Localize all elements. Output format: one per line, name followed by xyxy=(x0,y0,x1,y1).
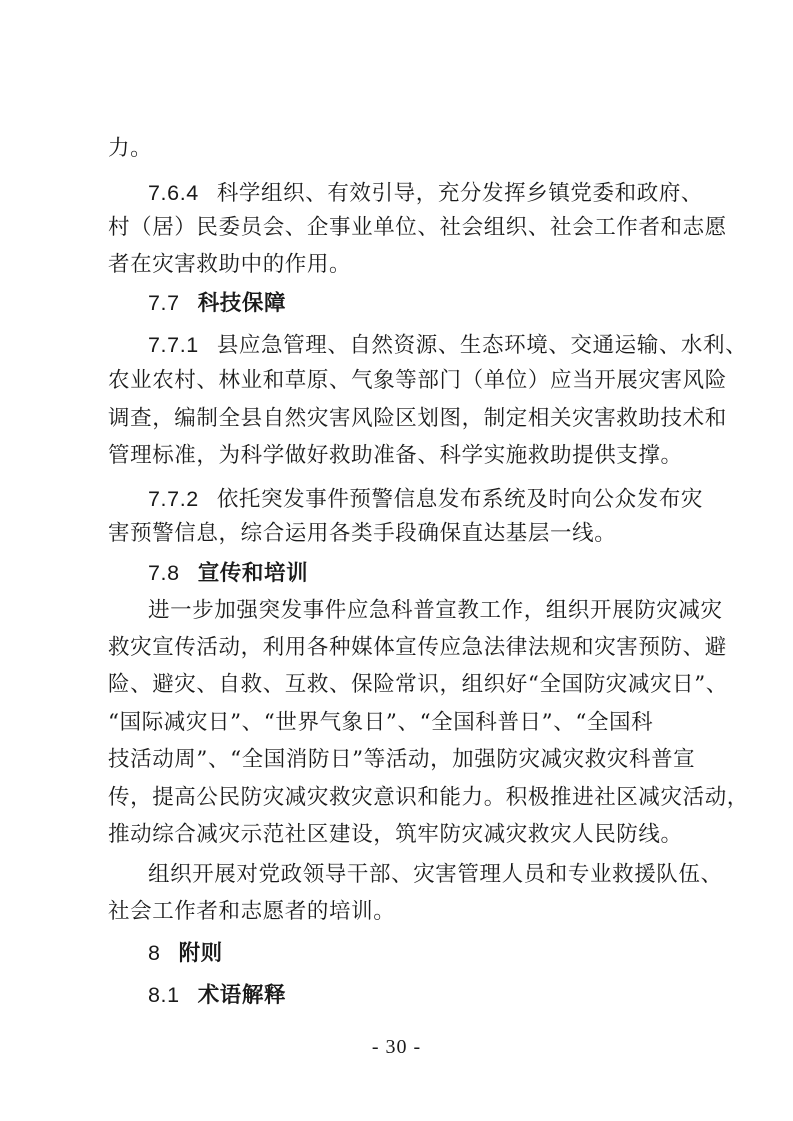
clause-7-7-2 xyxy=(148,484,703,514)
clause-number: 7.6.4 xyxy=(148,181,199,205)
chapter-heading-8 xyxy=(148,938,223,968)
line-text: 科学组织、有效引导，充分发挥乡镇党委和政府、 xyxy=(216,181,704,206)
section-title: 术语解释 xyxy=(197,983,287,1008)
line-text: 者在灾害救助中的作用。 xyxy=(108,252,352,277)
paragraph-line xyxy=(108,134,152,164)
paragraph-line xyxy=(108,404,727,434)
line-text: 农业农村、林业和草原、气象等部门（单位）应当开展灾害风险 xyxy=(108,368,727,393)
line-text: 县应急管理、自然资源、生态环境、交通运输、水利、 xyxy=(216,333,748,358)
page-number: - 30 - xyxy=(371,1036,422,1058)
line-text: 力。 xyxy=(108,136,153,161)
paragraph-line xyxy=(148,596,723,626)
line-text: “国际减灾日”、“世界气象日”、“全国科普日”、“全国科 xyxy=(108,710,654,735)
line-text: 调查，编制全县自然灾害风险区划图，制定相关灾害救助技术和 xyxy=(108,406,727,431)
clause-number: 7.7.2 xyxy=(148,487,199,511)
line-text: 害预警信息，综合运用各类手段确保直达基层一线。 xyxy=(108,521,617,546)
section-heading-8-1 xyxy=(148,980,286,1010)
line-text: 社会工作者和志愿者的培训。 xyxy=(108,899,396,924)
paragraph-line xyxy=(148,860,723,890)
paragraph-line xyxy=(108,250,351,280)
line-text: 进一步加强突发事件应急科普宣教工作，组织开展防灾减灾 xyxy=(148,598,723,623)
section-heading-7-8 xyxy=(148,558,308,588)
section-number: 7.8 xyxy=(148,561,180,585)
section-number: 8.1 xyxy=(148,983,180,1007)
paragraph-line xyxy=(108,213,727,243)
clause-number: 7.7.1 xyxy=(148,333,199,357)
section-title: 宣传和培训 xyxy=(197,561,309,586)
line-text: 推动综合减灾示范社区建设，筑牢防灾减灾救灾人民防线。 xyxy=(108,822,683,847)
clause-7-7-1 xyxy=(148,330,747,360)
line-text: 险、避灾、自救、互救、保险常识，组织好“全国防灾减灾日”、 xyxy=(108,672,728,697)
line-text: 救灾宣传活动，利用各种媒体宣传应急法律法规和灾害预防、避 xyxy=(108,635,727,660)
chapter-title: 附则 xyxy=(178,941,223,966)
line-text: 组织开展对党政领导干部、灾害管理人员和专业救援队伍、 xyxy=(148,862,723,887)
paragraph-line xyxy=(108,745,695,775)
paragraph-line xyxy=(108,633,727,663)
section-title: 科技保障 xyxy=(197,291,287,316)
paragraph-line xyxy=(108,670,728,700)
paragraph-line xyxy=(108,519,616,549)
section-number: 7.7 xyxy=(148,291,180,315)
paragraph-line xyxy=(108,820,683,850)
paragraph-line xyxy=(108,783,749,813)
line-text: 依托突发事件预警信息发布系统及时向公众发布灾 xyxy=(216,487,704,512)
paragraph-line xyxy=(108,897,395,927)
line-text: 管理标准，为科学做好救助准备、科学实施救助提供支撑。 xyxy=(108,443,683,468)
line-text: 技活动周”、“全国消防日”等活动，加强防灾减灾救灾科普宣 xyxy=(108,747,696,772)
clause-7-6-4 xyxy=(148,178,703,208)
line-text: 村（居）民委员会、企事业单位、社会组织、社会工作者和志愿 xyxy=(108,215,727,240)
section-heading-7-7 xyxy=(148,288,286,318)
paragraph-line xyxy=(108,366,727,396)
chapter-number: 8 xyxy=(148,941,161,965)
paragraph-line xyxy=(108,708,653,738)
paragraph-line xyxy=(108,441,683,471)
line-text: 传，提高公民防灾减灾救灾意识和能力。积极推进社区减灾活动， xyxy=(108,785,749,810)
